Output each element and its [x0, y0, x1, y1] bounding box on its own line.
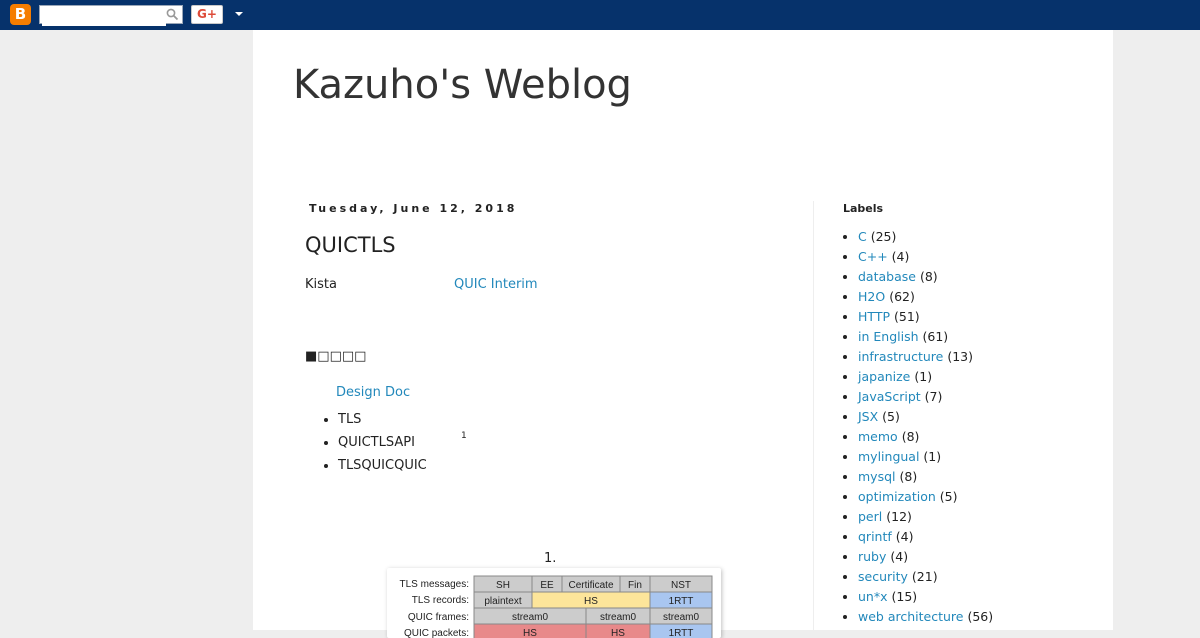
label-link[interactable]: memo: [858, 429, 898, 444]
label-link[interactable]: H2O: [858, 289, 886, 304]
label-item: [858, 447, 993, 467]
label-link[interactable]: JSX: [858, 409, 879, 424]
label-item: [858, 347, 993, 367]
label-count: (4): [890, 549, 909, 564]
label-link[interactable]: perl: [858, 509, 883, 524]
label-link[interactable]: qrintf: [858, 529, 892, 544]
label-item: [858, 547, 993, 567]
label-item: [858, 487, 993, 507]
diagram-cell-label: HS: [523, 628, 537, 638]
label-link[interactable]: in English: [858, 329, 919, 344]
diagram-row-label: QUIC frames:: [407, 612, 469, 623]
label-count: (1): [914, 369, 933, 384]
diagram-cell-label: HS: [584, 596, 598, 607]
label-item: [858, 327, 993, 347]
quic-interim-link[interactable]: QUIC Interim: [454, 277, 538, 292]
label-count: (5): [882, 409, 900, 424]
diagram-cell-label: 1RTT: [668, 628, 694, 638]
label-item: [858, 267, 993, 287]
label-item: [858, 507, 993, 527]
label-link[interactable]: web architecture: [858, 609, 964, 624]
list-item: • TLSQUICQUIC: [338, 454, 427, 477]
label-count: (8): [899, 469, 918, 484]
label-link[interactable]: C: [858, 229, 867, 244]
navbar-search-box: [39, 5, 183, 24]
blog-title[interactable]: Kazuho's Weblog: [293, 62, 632, 108]
label-count: (5): [939, 489, 958, 504]
post-bullet-list: [305, 408, 427, 477]
label-link[interactable]: japanize: [858, 369, 911, 384]
label-item: [858, 247, 993, 267]
label-count: (8): [901, 429, 920, 444]
label-count: (51): [893, 309, 920, 324]
diagram-cell-label: 1RTT: [668, 596, 694, 607]
label-count: (13): [947, 349, 973, 364]
section-heading: ■□□□□: [305, 349, 367, 364]
label-item: [858, 607, 993, 627]
diagram-cell-label: stream0: [662, 612, 700, 623]
location-text: Kista: [305, 277, 337, 292]
label-link[interactable]: mysql: [858, 469, 896, 484]
navbar-search-input[interactable]: [42, 9, 166, 26]
blogger-logo-icon[interactable]: B: [10, 4, 31, 25]
label-item: [858, 387, 993, 407]
label-link[interactable]: mylingual: [858, 449, 920, 464]
label-item: [858, 407, 993, 427]
footnote-marker: 1: [461, 431, 467, 441]
label-count: (25): [870, 229, 897, 244]
list-item: • TLS: [338, 408, 427, 431]
label-item: [858, 287, 993, 307]
more-menu-caret-icon[interactable]: [235, 12, 243, 16]
label-count: (7): [924, 389, 943, 404]
label-count: (12): [886, 509, 912, 524]
diagram-cell-label: stream0: [599, 612, 637, 623]
diagram-row-label: TLS messages:: [399, 579, 469, 590]
label-link[interactable]: JavaScript: [858, 389, 921, 404]
diagram-row-label: QUIC packets:: [403, 628, 469, 638]
tls-quic-diagram[interactable]: [387, 568, 721, 638]
diagram-cell-label: HS: [611, 628, 625, 638]
diagram-cell-label: SH: [496, 580, 510, 591]
design-doc-link[interactable]: Design Doc: [336, 385, 411, 400]
label-link[interactable]: ruby: [858, 549, 887, 564]
label-link[interactable]: C++: [858, 249, 888, 264]
diagram-cell-label: stream0: [511, 612, 549, 623]
label-item: [858, 587, 993, 607]
label-item: [858, 527, 993, 547]
label-link[interactable]: un*x: [858, 589, 888, 604]
labels-list: [843, 227, 993, 627]
label-link[interactable]: optimization: [858, 489, 936, 504]
label-count: (62): [889, 289, 915, 304]
label-item: [858, 307, 993, 327]
post-intro-line: [305, 277, 538, 292]
diagram-cell-label: Certificate: [568, 580, 614, 591]
label-item: [858, 227, 993, 247]
labels-widget-title: Labels: [843, 202, 884, 215]
label-count: (1): [923, 449, 942, 464]
figure-caption: 1.: [544, 551, 557, 566]
label-count: (56): [967, 609, 994, 624]
label-count: (61): [922, 329, 949, 344]
blogger-navbar: [0, 0, 1200, 30]
diagram-cell-label: Fin: [628, 580, 642, 591]
label-count: (15): [891, 589, 918, 604]
diagram-row-label: TLS records:: [411, 595, 469, 606]
list-item: • QUICTLSAPI: [338, 431, 427, 454]
search-icon[interactable]: [166, 8, 179, 21]
sidebar-divider: [813, 201, 814, 630]
blog-content: [253, 30, 1113, 638]
label-count: (8): [919, 269, 938, 284]
label-link[interactable]: database: [858, 269, 916, 284]
label-item: [858, 427, 993, 447]
label-count: (4): [891, 249, 910, 264]
diagram-cell-label: plaintext: [484, 596, 522, 607]
diagram-cell-label: NST: [671, 580, 691, 591]
diagram-cell-label: EE: [540, 580, 554, 591]
label-item: [858, 467, 993, 487]
label-count: (21): [911, 569, 938, 584]
post-date: Tuesday, June 12, 2018: [309, 202, 518, 215]
label-link[interactable]: HTTP: [858, 309, 890, 324]
label-item: [858, 567, 993, 587]
label-link[interactable]: infrastructure: [858, 349, 944, 364]
label-count: (4): [895, 529, 914, 544]
google-plus-button[interactable]: G+: [191, 5, 223, 24]
label-item: [858, 367, 993, 387]
post-title: QUICTLS: [305, 233, 396, 257]
label-link[interactable]: security: [858, 569, 908, 584]
